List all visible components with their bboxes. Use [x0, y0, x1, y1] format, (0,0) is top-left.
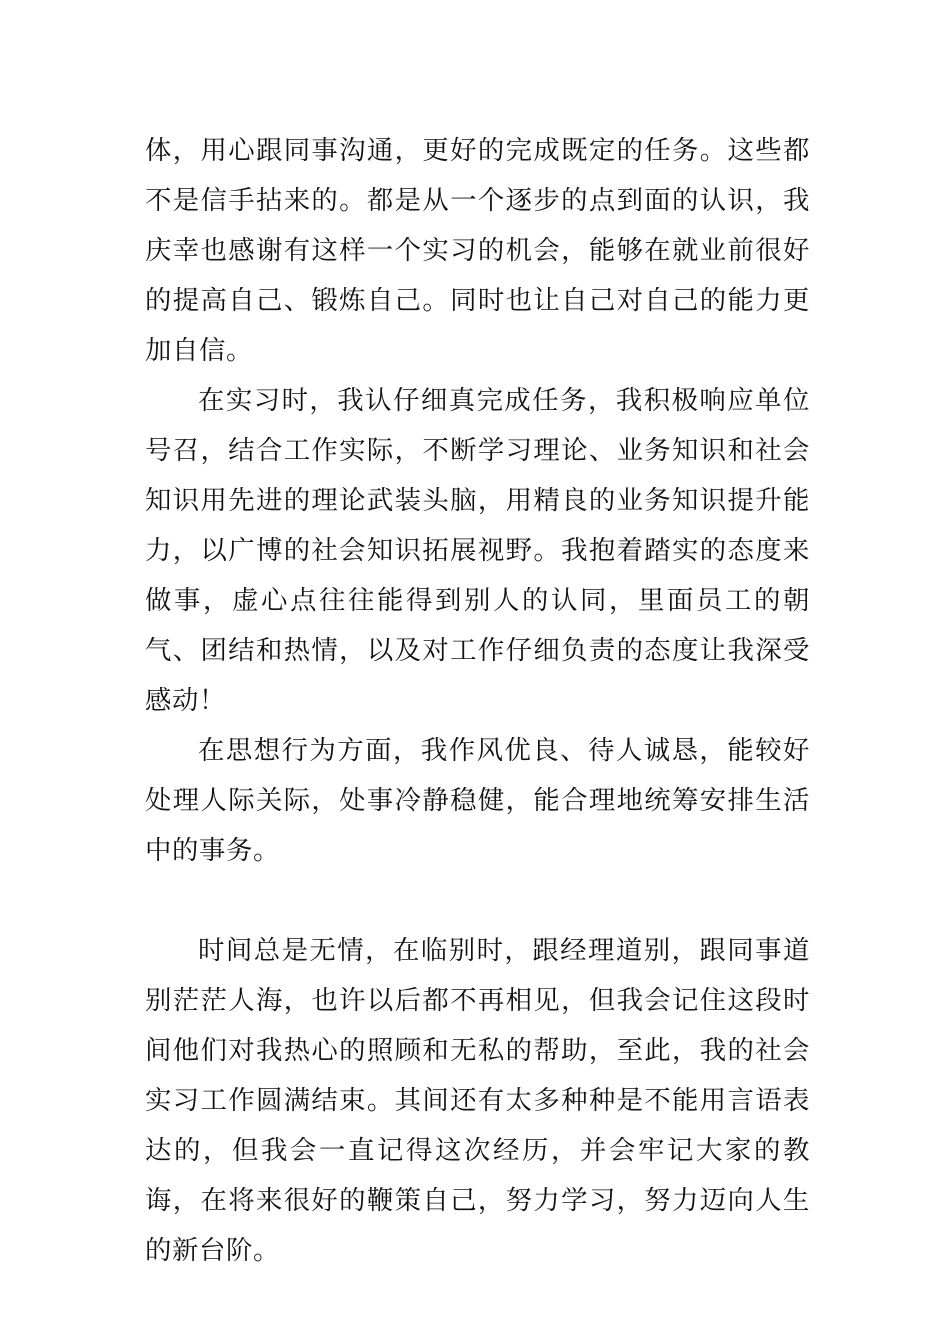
- paragraph-continuation: 体，用心跟同事沟通，更好的完成既定的任务。这些都不是信手拈来的。都是从一个逐步的点到面的认识，我庆幸也感谢有这样一个实习的机会，能够在就业前很好的提高自己、锻炼自己。同时也让自己对自己的能力更加自信。: [145, 135, 810, 366]
- paragraph-internship-work: 在实习时，我认仔细真完成任务，我积极响应单位号召，结合工作实际，不断学习理论、业务知识和社会知识用先进的理论武装头脑，用精良的业务知识提升能力，以广博的社会知识拓展视野。我抱着踏实的态度来做事，虚心点往往能得到别人的认同，里面员工的朝气、团结和热情，以及对工作仔细负责的态度让我深受感动！: [145, 385, 810, 716]
- paragraph-conduct: 在思想行为方面，我作风优良、待人诚恳，能较好处理人际关际，处事冷静稳健，能合理地统筹安排生活中的事务。: [145, 735, 810, 866]
- paragraph-farewell: 时间总是无情，在临别时，跟经理道别，跟同事道别茫茫人海，也许以后都不再相见，但我会记住这段时间他们对我热心的照顾和无私的帮助，至此，我的社会实习工作圆满结束。其间还有太多种种是不能用言语表达的，但我会一直记得这次经历，并会牢记大家的教诲，在将来很好的鞭策自己，努力学习，努力迈向人生的新台阶。: [145, 935, 810, 1266]
